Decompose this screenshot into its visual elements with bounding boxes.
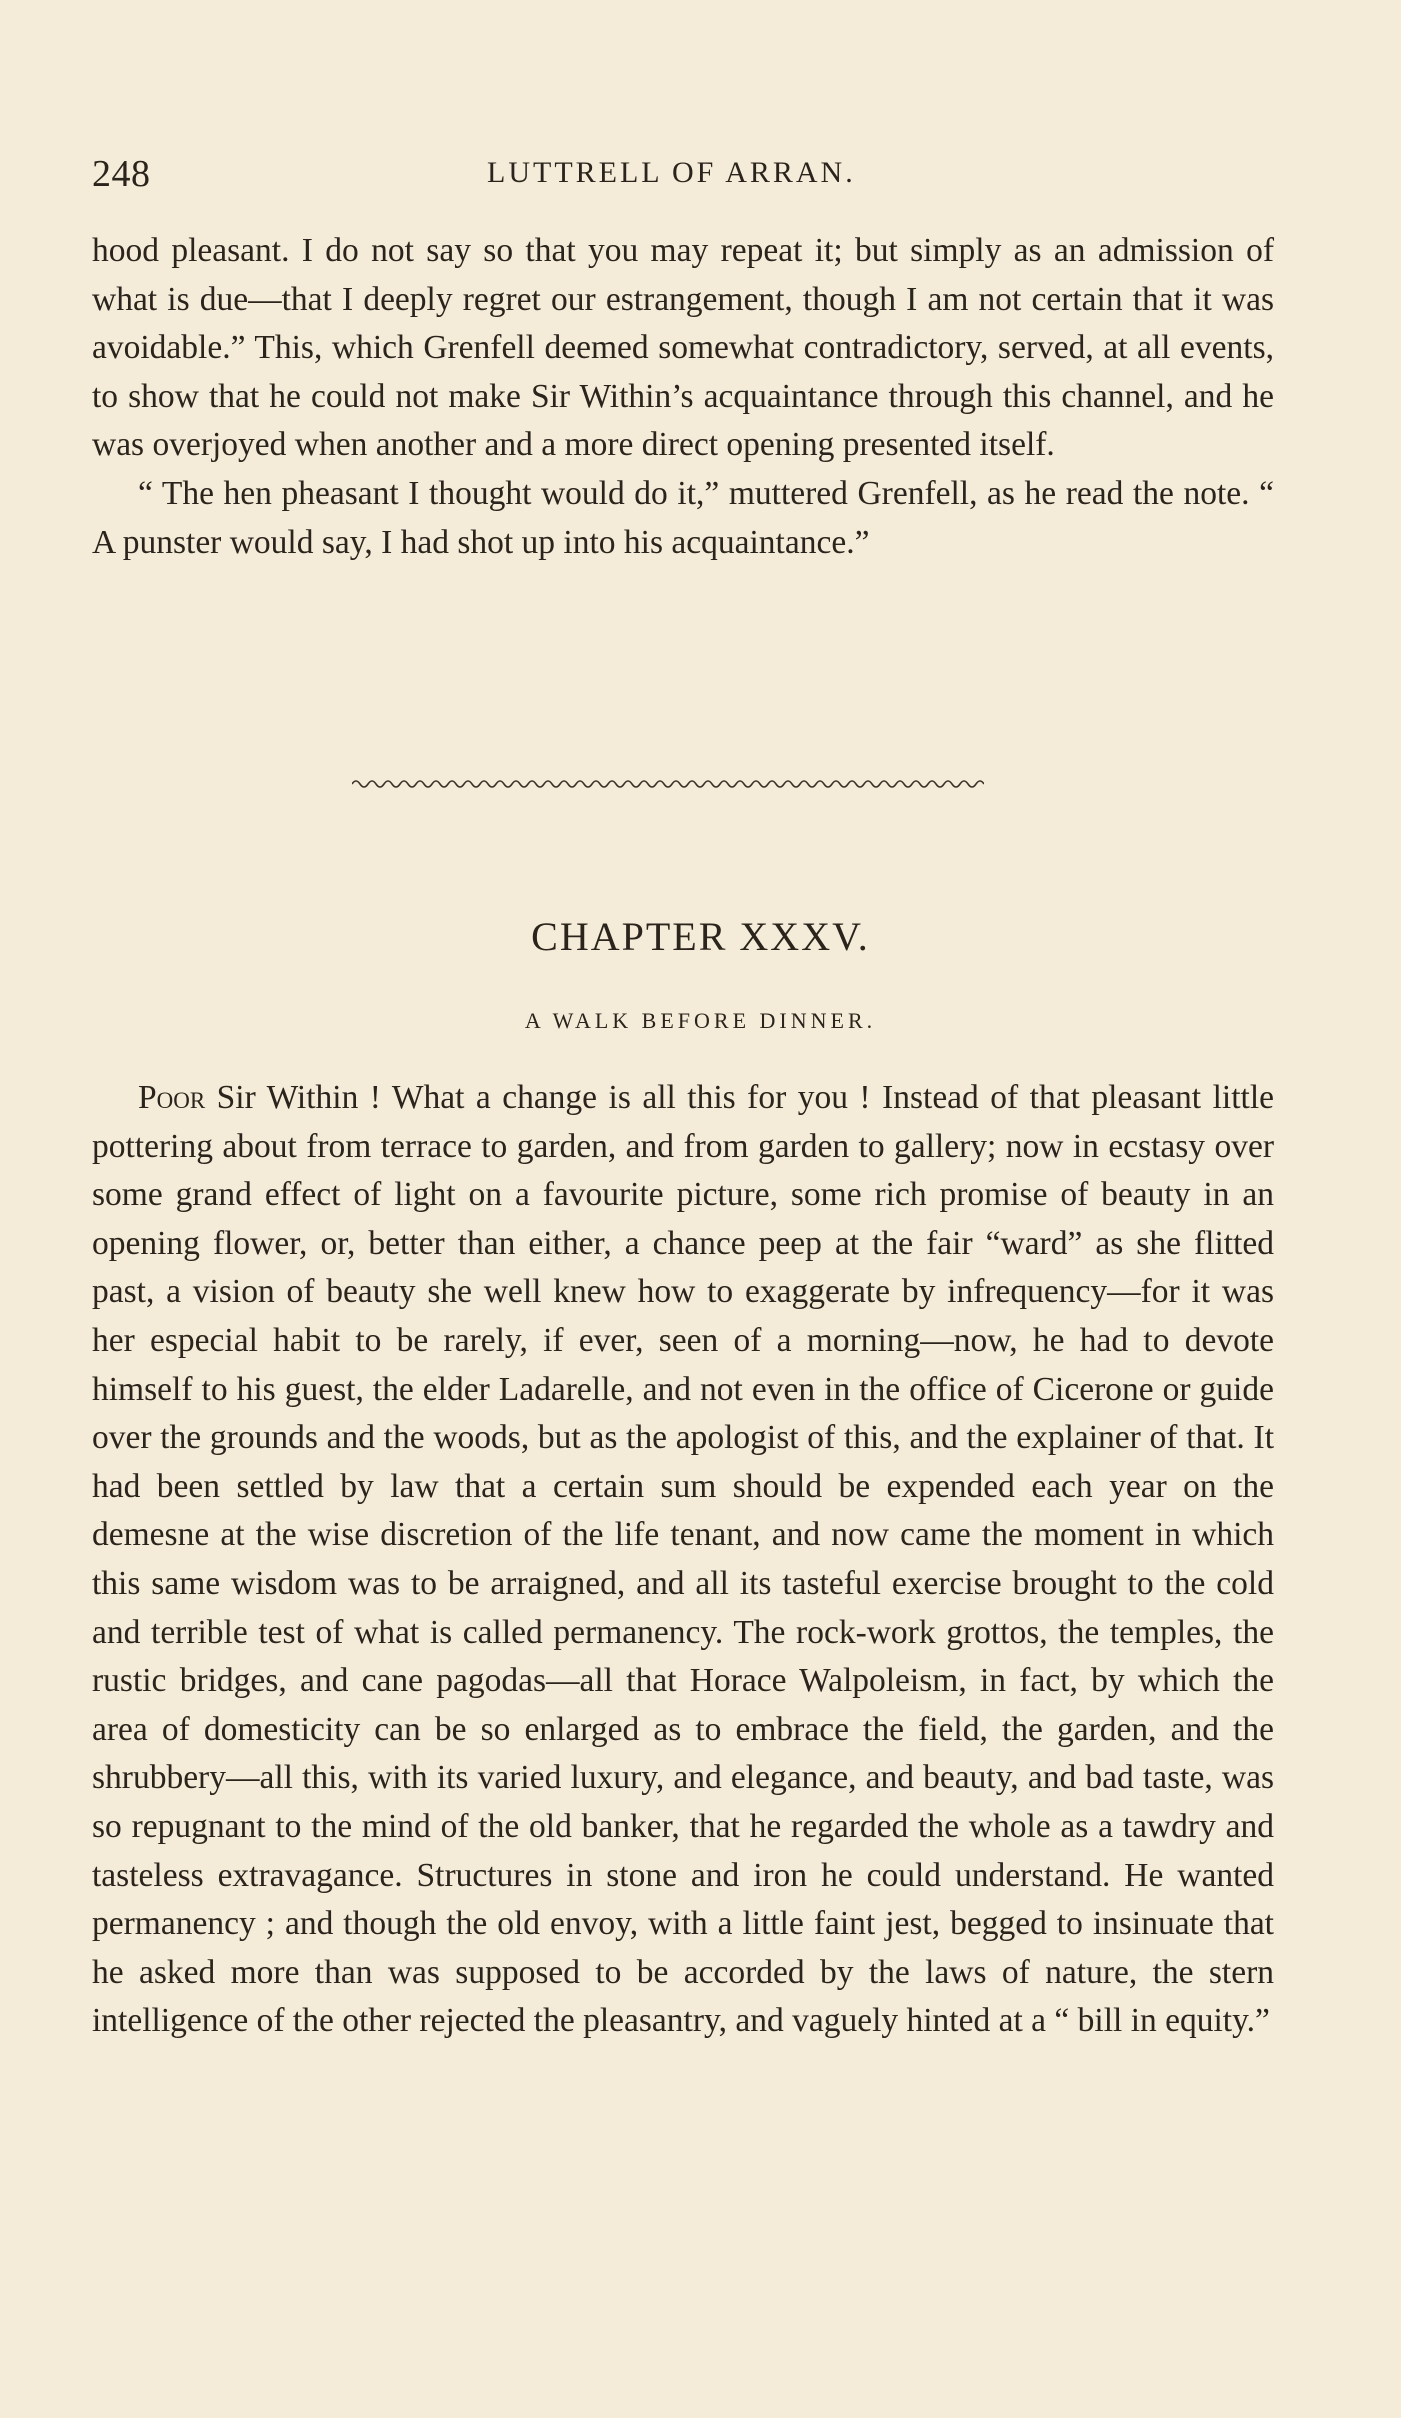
- chapter-opening-paragraph: [92, 1074, 1274, 2046]
- wavy-rule-line: [352, 781, 984, 787]
- wavy-rule-ornament: [352, 772, 984, 794]
- running-title: LUTTRELL OF ARRAN.: [487, 156, 856, 189]
- paragraph-hen-pheasant: “ The hen pheasant I thought would do it,” muttered Grenfell, as he read the note. “ A punster would say, I had shot up into his acquaintance.”: [92, 474, 1274, 561]
- chapter-paragraph-body: Sir Within ! What a change is all this for you ! Instead of that pleasant little pottering about from terrace to garden, and from garden to gallery; now in ecstasy over some grand effect of light on a favourite picture, some rich promise of beauty in an opening flower, or, better than either, a chance peep at the fair “ward” as she flitted past, a vision of beauty she well knew how to exaggerate by infrequency—for it was her especial habit to be rarely, if ever, seen of a morning—now, he had to devote himself to his guest, the elder Ladarelle, and not even in the office of Cicerone or guide over the grounds and the woods, but as the apologist of this, and the explainer of that. It had been settled by law that a certain sum should be expended each year on the demesne at the wise discretion of the life tenant, and now came the moment in which this same wisdom was to be arraigned, and all its tasteful exercise brought to the cold and terrible test of what is called permanency. The rock-work grottos, the temples, the rustic bridges, and cane pagodas—all that Horace Walpoleism, in fact, by which the area of domesticity can be so enlarged as to embrace the field, the garden, and the shrubbery—all this, with its varied luxury, and elegance, and beauty, and bad taste, was so repugnant to the mind of the old banker, that he regarded the whole as a tawdry and tasteless extravagance. Structures in stone and iron he could understand. He wanted permanency ; and though the old envoy, with a little faint jest, begged to insinuate that he asked more than was supposed to be accorded by the laws of nature, the stern intelligence of the other rejected the pleasantry, and vaguely hinted at a “ bill in equity.”: [92, 1079, 1274, 2040]
- opening-word: Poor: [138, 1079, 206, 1116]
- chapter-text: [92, 1074, 1274, 2046]
- paragraph-continued: hood pleasant. I do not say so that you may repeat it; but simply as an admission of what is due—that I deeply regret our estrangement, though I am not certain that it was avoidable.” This, which Grenfell deemed somewhat contradictory, served, at all events, to show that he could not make Sir Within’s acquaintance through this channel, and he was overjoyed when another and a more direct opening presented itself.: [92, 232, 1274, 464]
- page-number: 248: [92, 153, 151, 195]
- chapter-subtitle: A WALK BEFORE DINNER.: [524, 1008, 877, 1033]
- running-head: [92, 152, 1272, 202]
- chapter-title: CHAPTER XXXV.: [531, 914, 870, 959]
- continued-text: [92, 227, 1274, 567]
